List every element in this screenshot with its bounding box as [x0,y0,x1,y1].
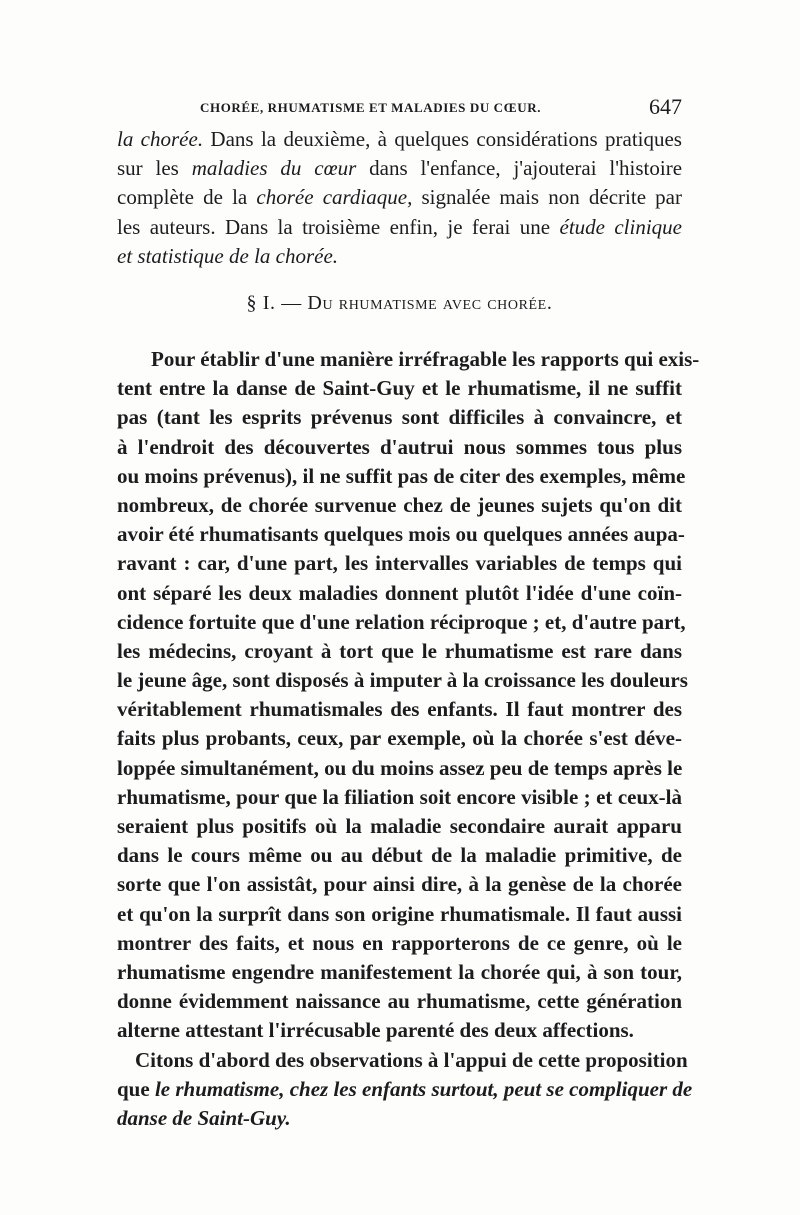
text-line: ravant : car, d'une part, les intervalles variables de temps qui [117,551,682,576]
text-line: ont séparé les deux maladies donnent plutôt l'idée d'une coïn- [117,580,682,605]
italic-phrase: étude clinique [559,214,683,239]
italic-phrase: chorée cardiaque, [256,185,413,210]
body-paragraph [117,345,700,1133]
text-line: avoir été rhumatisants quelques mois ou quelques années aupa- [117,522,685,547]
text-run: sur les [117,156,192,181]
text-line: dans le cours même ou au début de la maladie primitive, de [117,843,682,868]
text-line: danse de Saint-Guy. [117,1105,291,1130]
text-line: sorte que l'on assistât, pour ainsi dire, à la genèse de la chorée [117,872,682,897]
italic-phrase: la chorée. [117,127,204,151]
running-head: CHORÉE, RHUMATISME ET MALADIES DU CŒUR. [200,100,542,115]
text-run: dans l'enfance, j'ajouterai l'histoire [356,156,683,181]
text-line: à l'endroit des découvertes d'autrui nous sommes tous plus [117,434,682,459]
text-line: ou moins prévenus), il ne suffit pas de citer des exemples, même [117,463,686,488]
text-line: et statistique de la chorée. [117,243,339,268]
section-heading: § I. — Du rhumatisme avec chorée. [246,292,553,314]
text-line: faits plus probants, ceux, par exemple, où la chorée s'est déve- [117,726,682,751]
page-header [117,92,682,122]
text-line [117,213,682,242]
italic-phrase: le rhumatisme, chez les enfants surtout, peut se compliquer de [154,1076,693,1101]
text-run: complète de la [117,185,257,210]
text-line: les médecins, croyant à tort que le rhumatisme est rare dans [117,638,682,663]
text-line: seraient plus positifs où la maladie secondaire aurait apparu [117,814,682,838]
text-line: Citons d'abord des observations à l'appui de cette proposition [135,1047,688,1072]
text-line: montrer des faits, et nous en rapporterons de ce genre, où le [117,930,682,955]
text-line: le jeune âge, sont disposés à imputer à la croissance les douleurs [117,668,688,693]
text-line: donne évidemment naissance au rhumatisme, cette génération [117,989,682,1014]
text-line: véritablement rhumatismales des enfants. Il faut montrer des [117,697,682,722]
text-line [117,125,682,154]
text-run: Dans la deuxième, à quelques considérations pratiques [203,127,682,151]
text-run: les auteurs. Dans la troisième enfin, je ferai une [117,214,560,239]
text-line: tent entre la danse de Saint-Guy et le rhumatisme, il ne suffit [117,376,682,401]
text-run: que [117,1076,155,1101]
text-run: signalée mais non décrite par [412,185,682,210]
italic-phrase: maladies du cœur [191,156,357,181]
intro-paragraph [117,125,682,271]
text-line [117,1075,693,1104]
text-line: et qu'on la surprît dans son origine rhumatismale. Il faut aussi [117,901,682,926]
page-number: 647 [649,94,682,119]
text-line: pas (tant les esprits prévenus sont difficiles à convaincre, et [117,405,682,430]
text-line: Pour établir d'une manière irréfragable les rapports qui exis- [151,347,700,371]
text-line [117,154,682,183]
text-line: rhumatisme engendre manifestement la chorée qui, à son tour, [117,959,682,984]
text-line: rhumatisme, pour que la filiation soit encore visible ; et ceux-là [117,784,682,809]
text-line [117,183,682,212]
text-line: loppée simultanément, ou du moins assez peu de temps après le [117,755,683,780]
text-line: cidence fortuite que d'une relation réciproque ; et, d'autre part, [117,609,686,634]
text-line: alterne attestant l'irrécusable parenté des deux affections. [117,1018,634,1043]
text-line: nombreux, de chorée survenue chez de jeunes sujets qu'on dit [117,492,682,517]
